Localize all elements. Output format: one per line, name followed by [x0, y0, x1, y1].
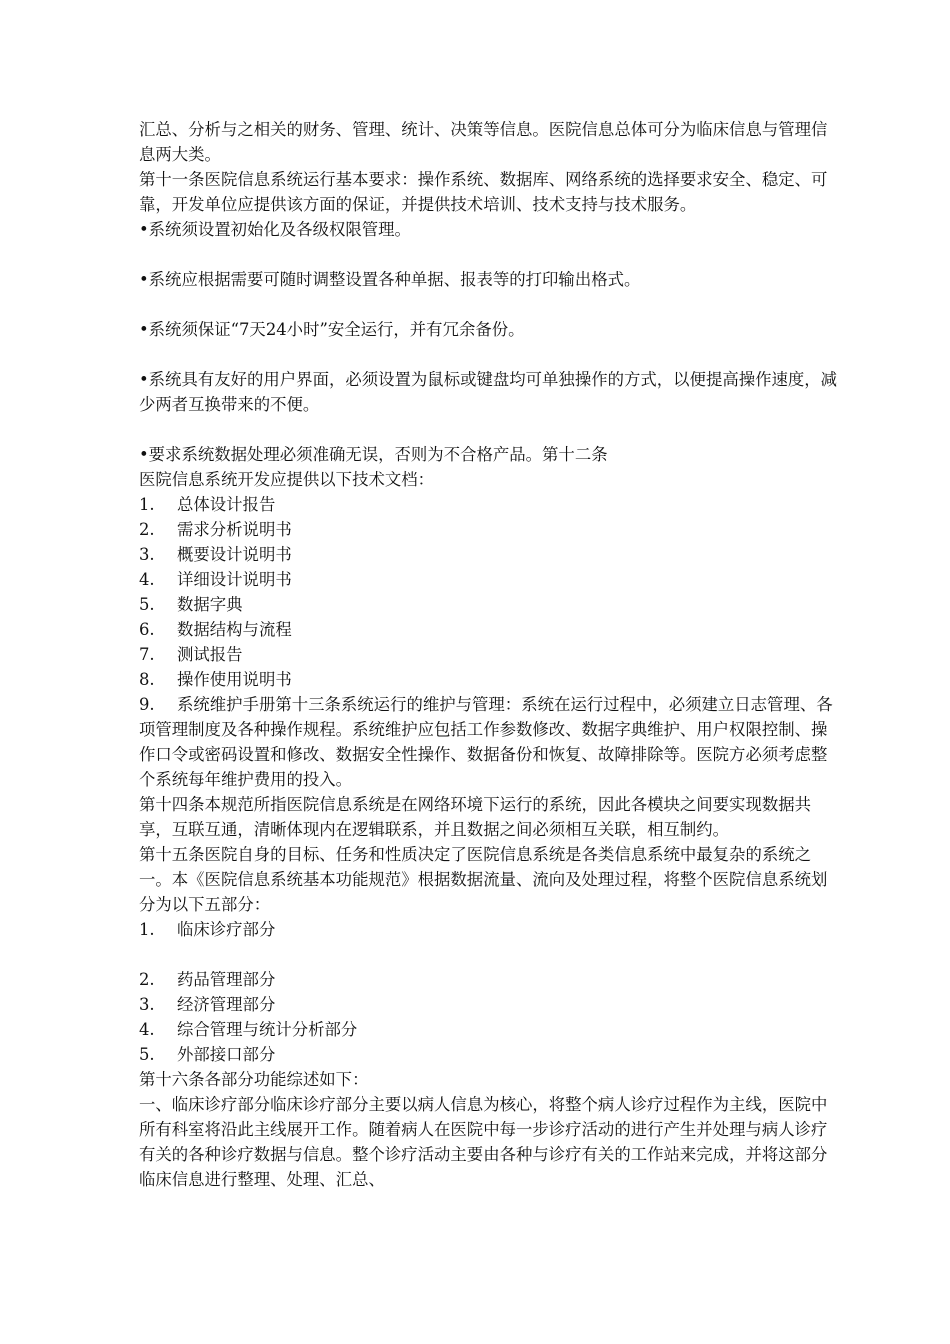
list-text: 总体设计报告	[177, 495, 276, 514]
list-item	[139, 517, 839, 542]
list-number: 4.	[139, 570, 155, 589]
list-item	[139, 642, 839, 667]
list-number: 2.	[139, 970, 155, 989]
bullet-user-interface: •系统具有友好的用户界面，必须设置为鼠标或键盘均可单独操作的方式，以便提高操作速度，减少两者互换带来的不便。	[139, 370, 838, 414]
list-text: 详细设计说明书	[177, 570, 292, 589]
paragraph-tech-docs-intro: 医院信息系统开发应提供以下技术文档：	[139, 470, 435, 489]
list-number: 3.	[139, 545, 155, 564]
list-number: 4.	[139, 1020, 155, 1039]
list-item	[139, 567, 839, 592]
paragraph-clinical-part: 一、临床诊疗部分临床诊疗部分主要以病人信息为核心，将整个病人诊疗过程作为主线，医院中所有科室将沿此主线展开工作。随着病人在医院中每一步诊疗活动的进行产生并处理与病人诊疗有关的各种诊疗数据与信息。整个诊疗活动主要由各种与诊疗有关的工作站来完成，并将这部分临床信息进行整理、处理、汇总、	[139, 1095, 828, 1189]
spacer	[139, 342, 839, 367]
list-item	[139, 1017, 839, 1042]
list-text: 操作使用说明书	[177, 670, 292, 689]
spacer	[139, 292, 839, 317]
spacer	[139, 242, 839, 267]
spacer	[139, 942, 839, 967]
list-text: 临床诊疗部分	[177, 920, 276, 939]
list-item	[139, 667, 839, 692]
list-text: 外部接口部分	[177, 1045, 276, 1064]
list-number: 1.	[139, 495, 155, 514]
list-item	[139, 967, 839, 992]
paragraph-article-15: 第十五条医院自身的目标、任务和性质决定了医院信息系统是各类信息系统中最复杂的系统之一。本《医院信息系统基本功能规范》根据数据流量、流向及处理过程，将整个医院信息系统划分为以下五部分：	[139, 845, 828, 914]
list-item	[139, 917, 839, 942]
list-number: 3.	[139, 995, 155, 1014]
list-text: 系统维护手册第十三条系统运行的维护与管理：系统在运行过程中，必须建立日志管理、各项管理制度及各种操作规程。系统维护应包括工作参数修改、数据字典维护、用户权限控制、操作口令或密码设置和修改、数据安全性操作、数据备份和恢复、故障排除等。医院方必须考虑整个系统每年维护费用的投入。	[139, 695, 833, 789]
list-number: 9.	[139, 695, 155, 714]
list-number: 8.	[139, 670, 155, 689]
list-item	[139, 992, 839, 1017]
list-text: 数据结构与流程	[177, 620, 292, 639]
list-number: 7.	[139, 645, 155, 664]
list-text: 需求分析说明书	[177, 520, 292, 539]
spacer	[139, 417, 839, 442]
bullet-data-accuracy: •要求系统数据处理必须准确无误，否则为不合格产品。第十二条	[139, 445, 608, 464]
list-item	[139, 617, 839, 642]
list-number: 5.	[139, 1045, 155, 1064]
list-number: 5.	[139, 595, 155, 614]
bullet-24x7: •系统须保证“7天24小时”安全运行，并有冗余备份。	[139, 320, 525, 339]
bullet-permissions: •系统须设置初始化及各级权限管理。	[139, 220, 411, 239]
list-text: 概要设计说明书	[177, 545, 292, 564]
paragraph-info-summary: 汇总、分析与之相关的财务、管理、统计、决策等信息。医院信息总体可分为临床信息与管理信息两大类。	[139, 120, 828, 164]
list-item	[139, 592, 839, 617]
list-number: 2.	[139, 520, 155, 539]
bullet-print-format: •系统应根据需要可随时调整设置各种单据、报表等的打印输出格式。	[139, 270, 641, 289]
list-number: 6.	[139, 620, 155, 639]
document-page	[139, 117, 839, 1192]
list-text: 药品管理部分	[177, 970, 276, 989]
paragraph-article-14: 第十四条本规范所指医院信息系统是在网络环境下运行的系统，因此各模块之间要实现数据共享，互联互通，清晰体现内在逻辑联系，并且数据之间必须相互关联，相互制约。	[139, 795, 812, 839]
list-item-wrapped	[139, 692, 839, 792]
list-item	[139, 542, 839, 567]
list-text: 经济管理部分	[177, 995, 276, 1014]
paragraph-article-11: 第十一条医院信息系统运行基本要求：操作系统、数据库、网络系统的选择要求安全、稳定、可靠，开发单位应提供该方面的保证，并提供技术培训、技术支持与技术服务。	[139, 170, 828, 214]
paragraph-article-16: 第十六条各部分功能综述如下：	[139, 1070, 369, 1089]
list-item	[139, 1042, 839, 1067]
list-item	[139, 492, 839, 517]
list-text: 综合管理与统计分析部分	[177, 1020, 358, 1039]
list-number: 1.	[139, 920, 155, 939]
list-text: 数据字典	[177, 595, 243, 614]
list-text: 测试报告	[177, 645, 243, 664]
